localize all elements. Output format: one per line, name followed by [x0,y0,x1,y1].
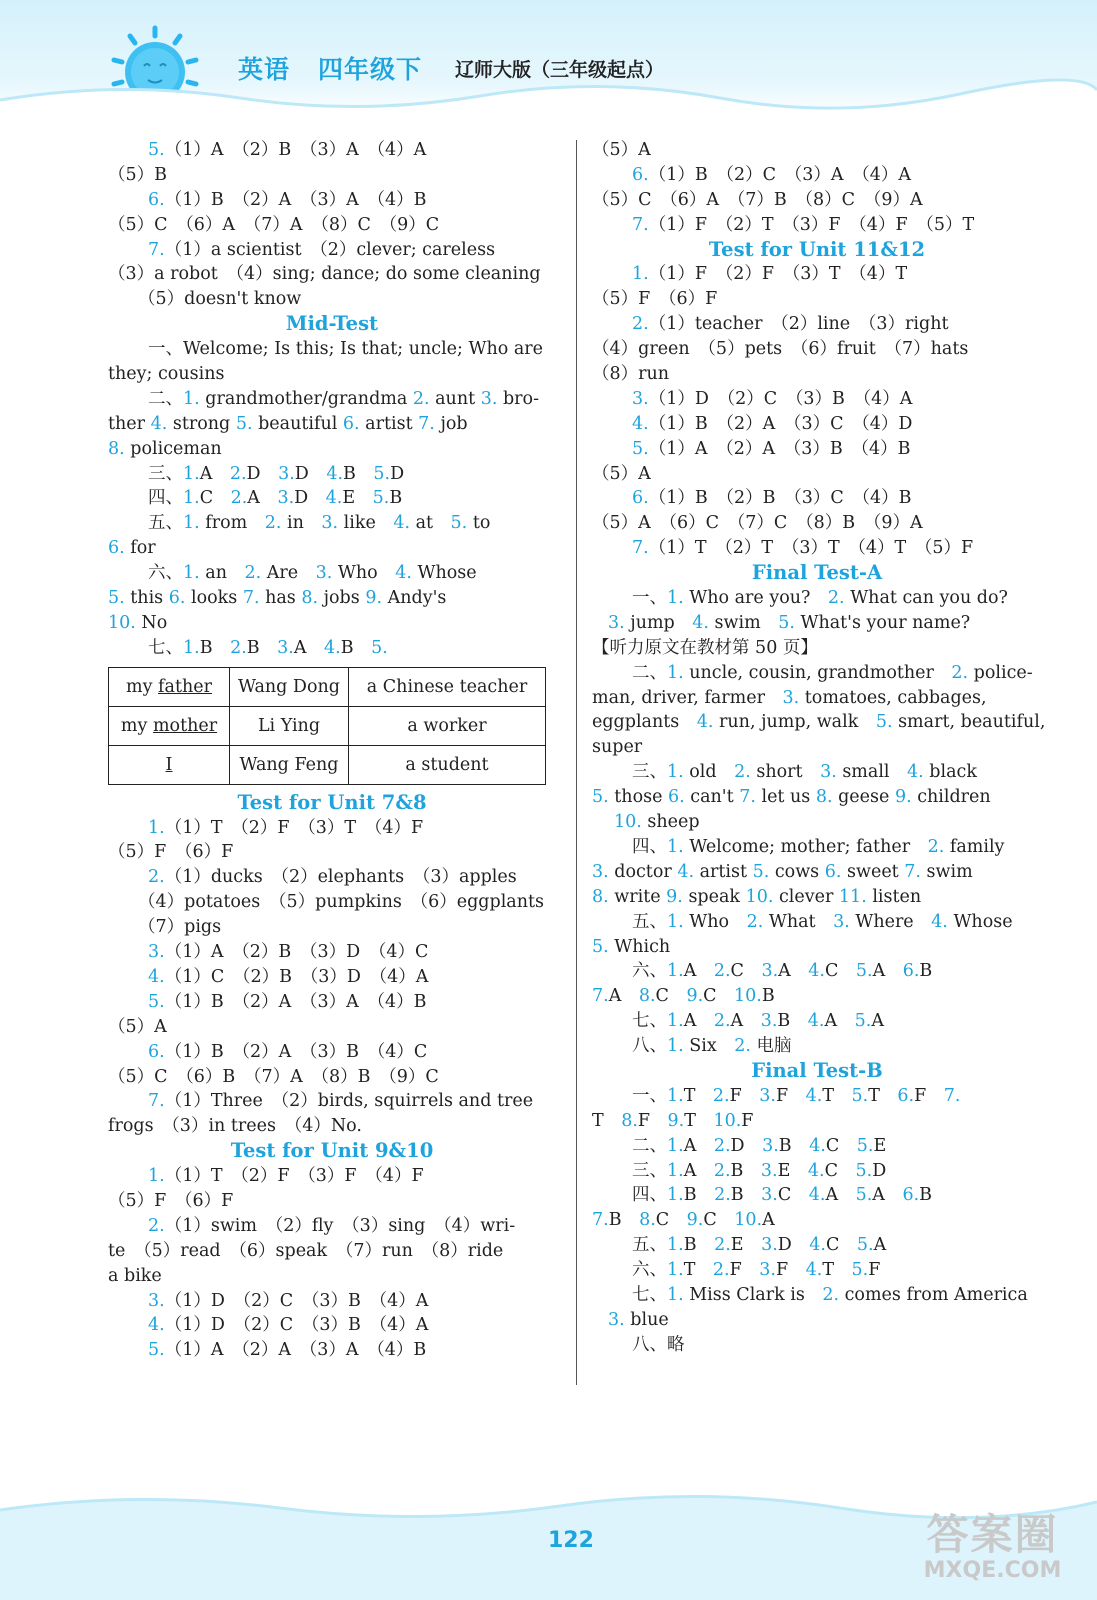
answer-line: （5）B [108,164,167,185]
answer-line: 4.（1）C （2）B （3）D （4）A [148,966,429,987]
right-column [592,138,1046,1358]
answer-line: 5.（1）A （2）A （3）A （4）B [148,1340,427,1361]
section-title-final-test-a: Final Test-A [751,561,883,585]
answer-line: （5）F （6）F [592,289,718,310]
answer-line: （5）C （6）A （7）A （8）C （9）C [108,214,440,235]
answer-line: 5.（1）B （2）A （3）A （4）B [148,991,427,1012]
answer-line: 六、1.T 2.F 3.F 4.T 5.F [632,1260,881,1281]
answer-line: （5）A （6）C （7）C （8）B （9）A [592,513,923,534]
answer-line: 2.（1）swim （2）fly （3）sing （4）wri- [148,1215,516,1236]
answer-line: 四、1. Welcome; mother; father 2. family [632,836,1005,857]
answer-line: 5. this 6. looks 7. has 8. jobs 9. Andy's [108,588,447,609]
section-title-unit-7-8: Test for Unit 7&8 [237,790,427,814]
header-subject: 英语 [238,55,291,84]
answer-line: 四、1.C 2.A 3.D 4.E 5.B [148,488,403,509]
column-divider [576,140,577,1385]
answer-line: 一、1. Who are you? 2. What can you do? [632,588,1008,609]
answer-line: 1.（1）T （2）F （3）F （4）F [148,1166,424,1187]
answer-line: 5.（1）A （2）A （3）B （4）B [632,438,911,459]
answer-line: 1.（1）F （2）F （3）T （4）T [632,264,908,285]
answer-line: 5.（1）A （2）B （3）A （4）A [148,140,427,160]
answer-line: 八、略 [632,1334,685,1355]
watermark: 答案圈 MXQE.COM [923,1510,1062,1583]
table-cell: a Chinese teacher [349,667,546,706]
answer-line: 7.（1）T （2）T （3）T （4）T （5）F [632,538,974,559]
answer-line: 三、1. old 2. short 3. small 4. black [632,762,977,783]
answer-line: 三、1.A 2.D 3.D 4.B 5.D [148,463,405,484]
family-answer-table [108,667,546,785]
answer-line: 六、1.A 2.C 3.A 4.C 5.A 6.B [632,961,933,982]
answer-line: 【听力原文在教材第 50 页】 [592,637,818,658]
section-title-unit-9-10: Test for Unit 9&10 [230,1139,434,1163]
table-cell: my father [109,667,230,706]
answer-line: 四、1.B 2.B 3.C 4.A 5.A 6.B [632,1185,933,1206]
table-row [109,745,546,784]
answer-line: 1.（1）T （2）F （3）T （4）F [148,817,424,838]
table-cell: I [109,745,230,784]
answer-line: （4）potatoes （5）pumpkins （6）eggplants [138,892,545,913]
answer-line: （4）green （5）pets （6）fruit （7）hats [592,339,969,360]
answer-line: 6. for [108,538,156,559]
answer-line: 8. write 9. speak 10. clever 11. listen [592,886,922,907]
answer-line: 6.（1）B （2）A （3）A （4）B [148,189,427,210]
answer-line: 3.（1）D （2）C （3）B （4）A [632,388,913,409]
answer-line: T 8.F 9.T 10.F [592,1110,754,1131]
header-edition: 辽师大版（三年级起点） [455,59,665,81]
answer-line: they; cousins [108,364,225,385]
answer-line: 10. sheep [614,812,700,833]
answer-line: 4.（1）B （2）A （3）C （4）D [632,413,913,434]
answer-line: man, driver, farmer 3. tomatoes, cabbages, [592,687,987,708]
answer-line: （8）run [592,364,670,385]
answer-line: 5. Which [592,936,671,957]
section-title-mid-test: Mid-Test [285,312,379,336]
left-column [108,138,556,1363]
answer-line: 三、1.A 2.B 3.E 4.C 5.D [632,1160,887,1181]
answer-line: 3. doctor 4. artist 5. cows 6. sweet 7. swim [592,861,973,882]
answer-line: 二、1.A 2.D 3.B 4.C 5.E [632,1135,887,1156]
answer-line: （5）F （6）F [108,842,234,863]
answer-line: 五、1. from 2. in 3. like 4. at 5. to [148,513,491,534]
answer-line: 7.（1）F （2）T （3）F （4）F （5）T [632,214,975,235]
table-row [109,667,546,706]
answer-line: （5）doesn't know [138,289,302,310]
page-number: 122 [548,1528,594,1553]
answer-line: 八、1. Six 2. 电脑 [632,1036,792,1057]
section-title-final-test-b: Final Test-B [751,1058,883,1082]
answer-line: 一、Welcome; Is this; Is that; uncle; Who are [148,339,544,360]
section-title-unit-11-12: Test for Unit 11&12 [708,237,926,261]
table-cell: Wang Feng [230,745,349,784]
answer-line: te （5）read （6）speak （7）run （8）ride [108,1240,504,1261]
answer-line: 2.（1）ducks （2）elephants （3）apples [148,867,517,888]
answer-line: a bike [108,1265,162,1286]
table-cell: Li Ying [230,706,349,745]
answer-line: 7.（1）Three （2）birds, squirrels and tree [148,1091,534,1112]
answer-line: （5）A [592,140,651,160]
answer-line: （5）A [108,1016,167,1037]
answer-line: 8. policeman [108,438,222,459]
answer-line: （5）C （6）B （7）A （8）B （9）C [108,1066,439,1087]
answer-line: 7.A 8.C 9.C 10.B [592,986,775,1007]
answer-line: （3）a robot （4）sing; dance; do some cleaning [108,264,541,285]
header-wave-decoration [0,60,1097,118]
answer-line: 6.（1）B （2）B （3）C （4）B [632,488,912,509]
answer-line: 七、1.B 2.B 3.A 4.B 5. [148,637,388,658]
answer-line: 一、1.T 2.F 3.F 4.T 5.T 6.F 7. [632,1085,961,1106]
answer-line: 二、1. uncle, cousin, grandmother 2. police- [632,662,1033,683]
answer-line: （5）F （6）F [108,1190,234,1211]
answer-line: （7）pigs [138,917,222,938]
answer-line: 3.（1）A （2）B （3）D （4）C [148,942,429,963]
answer-line: 6.（1）B （2）A （3）B （4）C [148,1041,428,1062]
answer-line: 五、1.B 2.E 3.D 4.C 5.A [632,1235,887,1256]
answer-line: 6.（1）B （2）C （3）A （4）A [632,164,912,185]
table-row [109,706,546,745]
answer-line: eggplants 4. run, jump, walk 5. smart, beautiful, [592,712,1046,733]
answer-line: （5）C （6）A （7）B （8）C （9）A [592,189,923,210]
header-grade: 四年级下 [318,55,423,84]
answer-line: 六、1. an 2. Are 3. Who 4. Whose [148,563,477,584]
answer-line: 五、1. Who 2. What 3. Where 4. Whose [632,911,1013,932]
answer-line: super [592,737,643,758]
answer-line: 3. blue [608,1309,669,1330]
answer-line: 4.（1）D （2）C （3）B （4）A [148,1315,429,1336]
answer-line: 7.B 8.C 9.C 10.A [592,1210,775,1231]
answer-line: 7.（1）a scientist （2）clever; careless [148,239,496,260]
answer-line: frogs （3）in trees （4）No. [108,1116,362,1137]
answer-line: 七、1.A 2.A 3.B 4.A 5.A [632,1011,884,1032]
answer-line: 七、1. Miss Clark is 2. comes from America [632,1284,1028,1305]
answer-line: 5. those 6. can't 7. let us 8. geese 9. children [592,787,991,808]
header-banner [0,0,1097,118]
answer-line: 3. jump 4. swim 5. What's your name? [608,612,971,633]
table-cell: a worker [349,706,546,745]
answer-line: ther 4. strong 5. beautiful 6. artist 7. job [108,413,468,434]
answer-line: （5）A [592,463,651,484]
answer-line: 10. No [108,612,168,633]
answer-line: 3.（1）D （2）C （3）B （4）A [148,1290,429,1311]
table-cell: a student [349,745,546,784]
table-cell: Wang Dong [230,667,349,706]
answer-line: 2.（1）teacher （2）line （3）right [632,314,949,335]
table-cell: my mother [109,706,230,745]
answer-line: 二、1. grandmother/grandma 2. aunt 3. bro- [148,388,539,409]
